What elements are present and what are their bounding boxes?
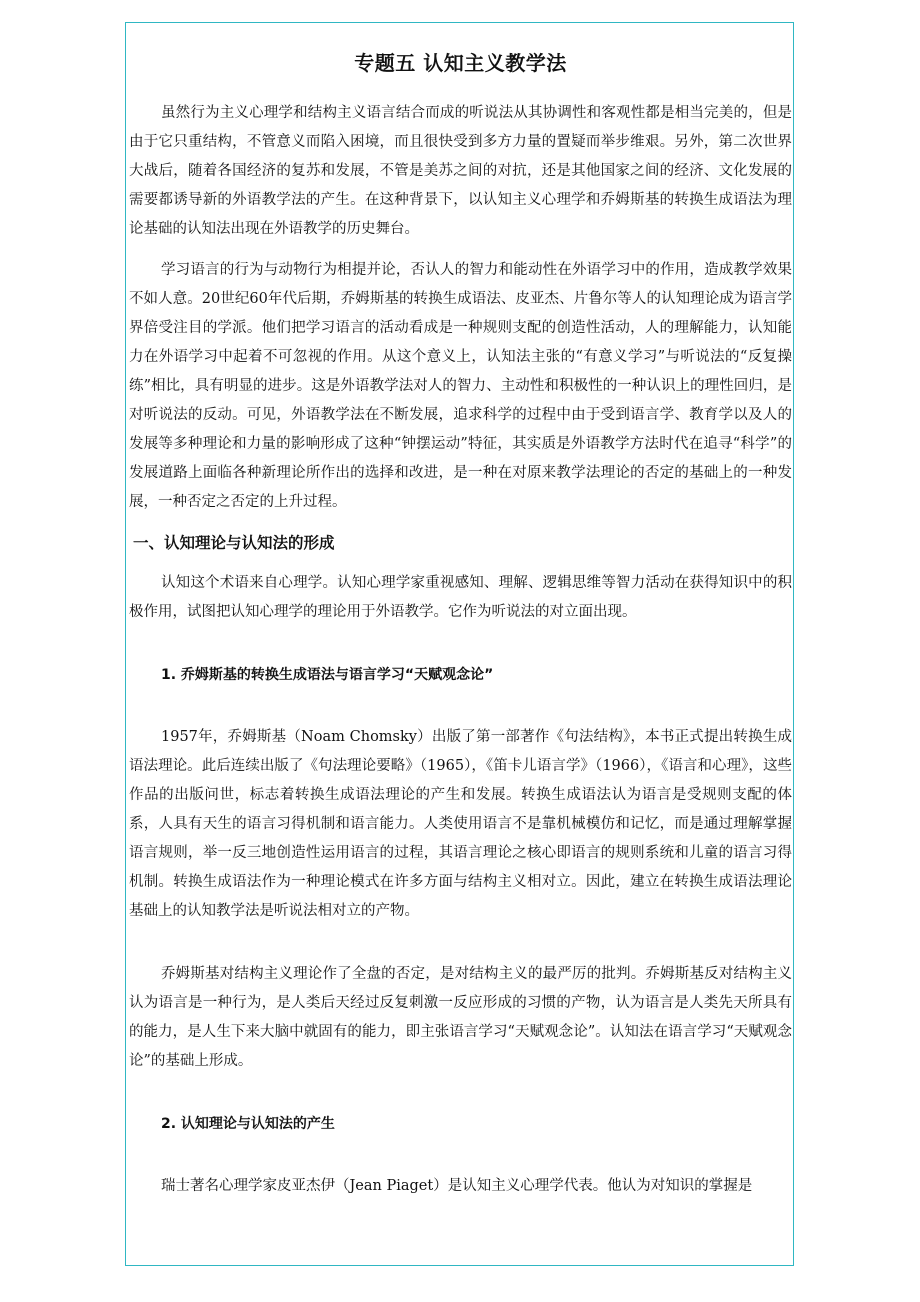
- page-title: 专题五 认知主义教学法: [354, 51, 567, 75]
- subsection-heading-1: 1. 乔姆斯基的转换生成语法与语言学习“天赋观念论”: [161, 667, 494, 683]
- subsection-heading-2: 2. 认知理论与认知法的产生: [161, 1116, 335, 1132]
- section-heading-1: 一、认知理论与认知法的形成: [133, 534, 335, 552]
- document-body: [129, 49, 792, 1201]
- subsection-1-paragraph-2: 乔姆斯基对结构主义理论作了全盘的否定，是对结构主义的最严厉的批判。乔姆斯基反对结构主义认为语言是一种行为，是人类后天经过反复刺激一反应形成的习惯的产物，认为语言是人类先天所具有的能力，是人生下来大脑中就固有的能力，即主张语言学习“天赋观念论”。认知法在语言学习“天赋观念论”的基础上形成。: [129, 966, 792, 1069]
- section-1-intro-paragraph: 认知这个术语来自心理学。认知心理学家重视感知、理解、逻辑思维等智力活动在获得知识中的积极作用，试图把认知心理学的理论用于外语教学。它作为听说法的对立面出现。: [129, 575, 792, 620]
- page-frame: [125, 22, 794, 1266]
- subsection-1-paragraph-1: 1957年，乔姆斯基（Noam Chomsky）出版了第一部著作《句法结构》，本书正式提出转换生成语法理论。此后连续出版了《句法理论要略》（1965），《笛卡儿语言学》（1966），《语言和心理》，这些作品的出版问世，标志着转换生成语法理论的产生和发展。转换生成语法认为语言是受规则支配的体系，人具有天生的语言习得机制和语言能力。人类使用语言不是靠机械模仿和记忆，而是通过理解掌握语言规则，举一反三地创造性运用语言的过程，其语言理论之核心即语言的规则系统和儿童的语言习得机制。转换生成语法作为一种理论模式在许多方面与结构主义相对立。因此，建立在转换生成语法理论基础上的认知教学法是听说法相对立的产物。: [129, 729, 792, 919]
- subsection-2-paragraph-1: 瑞士著名心理学家皮亚杰伊（Jean Piaget）是认知主义心理学代表。他认为对知识的掌握是: [161, 1178, 753, 1194]
- intro-paragraph-1: 虽然行为主义心理学和结构主义语言结合而成的听说法从其协调性和客观性都是相当完美的，但是由于它只重结构，不管意义而陷入困境，而且很快受到多方力量的置疑而举步维艰。另外，第二次世界大战后，随着各国经济的复苏和发展，不管是美苏之间的对抗，还是其他国家之间的经济、文化发展的需要都诱导新的外语教学法的产生。在这种背景下，以认知主义心理学和乔姆斯基的转换生成语法为理论基础的认知法出现在外语教学的历史舞台。: [129, 105, 792, 237]
- intro-paragraph-2: 学习语言的行为与动物行为相提并论，否认人的智力和能动性在外语学习中的作用，造成教学效果不如人意。20世纪60年代后期，乔姆斯基的转换生成语法、皮亚杰、片鲁尔等人的认知理论成为语言学界倍受注目的学派。他们把学习语言的活动看成是一种规则支配的创造性活动，人的理解能力，认知能力在外语学习中起着不可忽视的作用。从这个意义上，认知法主张的“有意义学习”与听说法的“反复操练”相比，具有明显的进步。这是外语教学法对人的智力、主动性和积极性的一种认识上的理性回归，是对听说法的反动。可见，外语教学法在不断发展，追求科学的过程中由于受到语言学、教育学以及人的发展等多种理论和力量的影响形成了这种“钟摆运动”特征，其实质是外语教学方法时代在追寻“科学”的发展道路上面临各种新理论所作出的选择和改进，是一种在对原来教学法理论的否定的基础上的一种发展，一种否定之否定的上升过程。: [129, 262, 792, 510]
